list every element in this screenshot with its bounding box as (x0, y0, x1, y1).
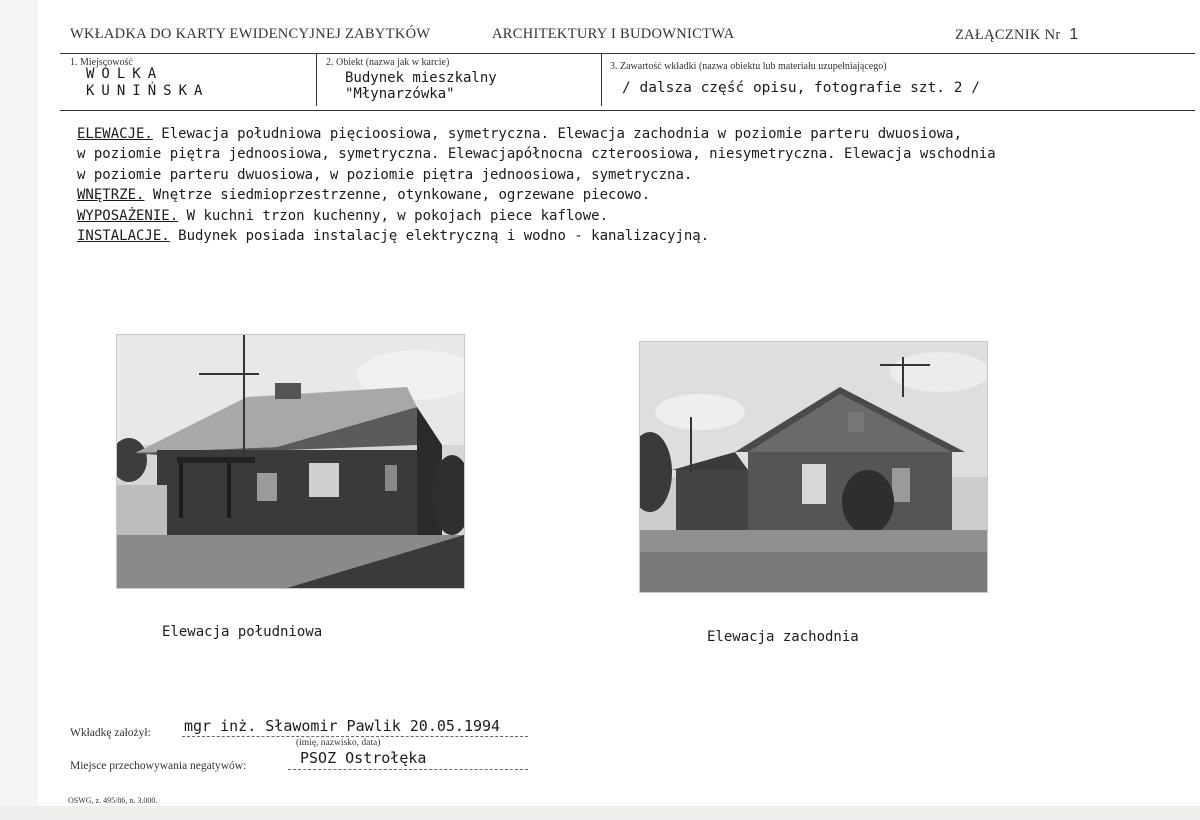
contents-label: 3. Zawartość wkładki (nazwa obiektu lub materiału uzupełniającego) (610, 61, 887, 72)
print-info: OSWG, z. 495/86, n. 3.000. (68, 796, 158, 805)
field-divider-1 (316, 53, 317, 106)
locality-value-line2: KUNIŃSKA (86, 83, 210, 99)
locality-label: 1. Miejscowość (70, 57, 133, 68)
photo-west-elevation (639, 341, 988, 593)
caption-west-elevation: Elewacja zachodnia (707, 629, 859, 645)
description-line-3: w poziomie parteru dwuosiowa, w poziomie piętra jednoosiowa, symetryczna. (77, 166, 693, 183)
description-line-1: ELEWACJE. Elewacja południowa pięcioosiowa, symetryczna. Elewacja zachodnia w poziomie parteru dwuosiowa, (77, 126, 963, 142)
object-label: 2. Obiekt (nazwa jak w karcie) (326, 57, 450, 68)
field-divider-2 (601, 53, 602, 106)
locality-value-line1: WÓLKA (86, 66, 164, 82)
object-value-line2: "Młynarzówka" (345, 86, 455, 102)
header-title-left: WKŁADKA DO KARTY EWIDENCYJNEJ ZABYTKÓW (70, 26, 431, 42)
description-line-4: WNĘTRZE. Wnętrze siedmioprzestrzenne, otynkowane, ogrzewane piecowo. (77, 187, 651, 204)
description-line-6: INSTALACJE. Budynek posiada instalację elektryczną i wodno - kanalizacyjną. (77, 228, 710, 245)
caption-south-elevation: Elewacja południowa (162, 624, 323, 640)
negatives-line (288, 769, 528, 770)
object-value-line1: Budynek mieszkalny (345, 70, 497, 86)
founder-value: mgr inż. Sławomir Pawlik 20.05.1994 (184, 717, 501, 735)
attachment-label: ZAŁĄCZNIK Nr (955, 27, 1061, 43)
heading-wnetrze: WNĘTRZE. (77, 187, 145, 204)
attachment-number: 1 (1069, 26, 1079, 43)
description-line-5: WYPOSAŻENIE. W kuchni trzon kuchenny, w pokojach piece kaflowe. (77, 207, 609, 224)
negatives-label: Miejsce przechowywania negatywów: (70, 760, 247, 772)
header-rule-bottom (60, 110, 1195, 111)
description-line-2: w poziomie piętra jednoosiowa, symetryczna. Elewacjapółnocna czteroosiowa, niesymetryczna. Elewacja wschodnia (77, 146, 996, 163)
photo-south-elevation (116, 334, 465, 589)
scan-margin (0, 806, 1200, 820)
founder-label: Wkładkę założył: (70, 727, 151, 739)
heading-elewacje: ELEWACJE. (77, 126, 153, 142)
header-attachment-label (955, 26, 1079, 44)
heading-wyposazenie: WYPOSAŻENIE. (77, 207, 179, 224)
negatives-value: PSOZ Ostrołęka (300, 749, 427, 767)
header-title-middle: ARCHITEKTURY I BUDOWNICTWA (492, 26, 735, 42)
house-photo-west (640, 342, 987, 592)
house-photo-south (117, 335, 464, 588)
founder-line (182, 736, 528, 737)
heading-instalacje: INSTALACJE. (77, 228, 170, 245)
founder-hint: (imię, nazwisko, data) (296, 738, 381, 748)
contents-value: / dalsza część opisu, fotografie szt. 2 / (622, 80, 980, 96)
description-block (77, 124, 996, 246)
header-rule-top (60, 53, 1195, 54)
